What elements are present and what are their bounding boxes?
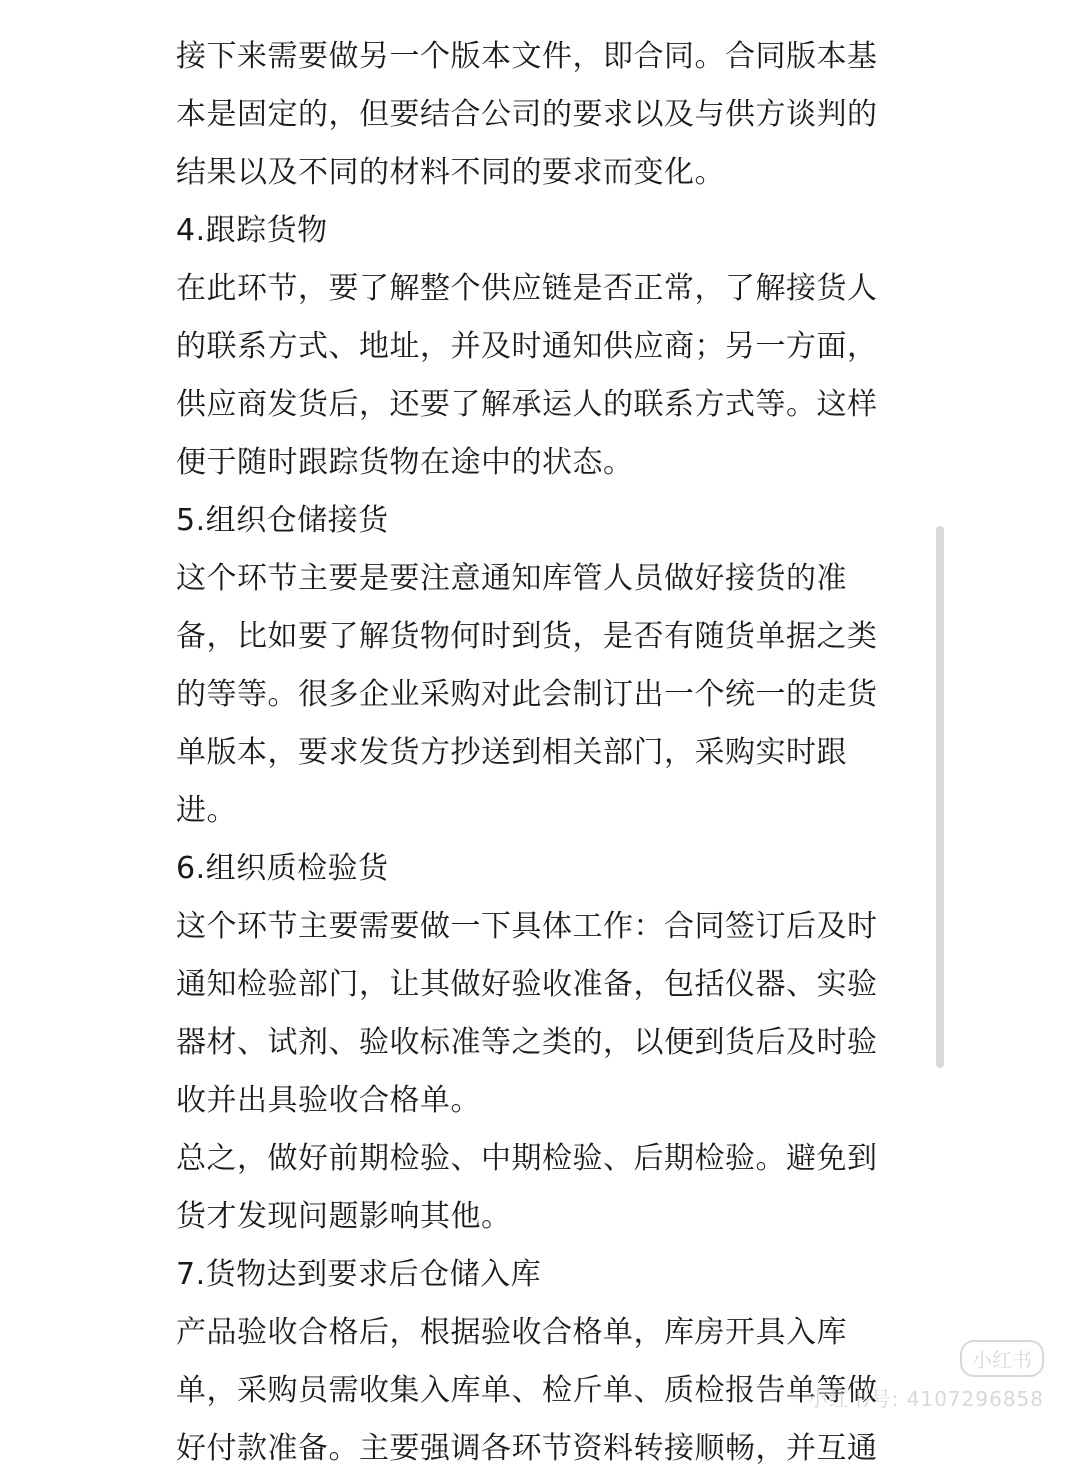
section-heading-4: 4.跟踪货物 (176, 213, 328, 248)
paragraph-line: 供应商发货后，还要了解承运人的联系方式等。这样 (176, 387, 878, 422)
section-heading-5: 5.组织仓储接货 (176, 503, 389, 538)
article-body (176, 28, 906, 1478)
paragraph-line: 进。 (176, 793, 237, 828)
paragraph-line: 好付款准备。主要强调各环节资料转接顺畅，并互通 (176, 1431, 878, 1466)
watermark (808, 1340, 1044, 1412)
paragraph-line: 这个环节主要是要注意通知库管人员做好接货的准 (176, 561, 847, 596)
paragraph-line: 在此环节，要了解整个供应链是否正常，了解接货人 (176, 271, 878, 306)
paragraph-line: 总之，做好前期检验、中期检验、后期检验。避免到 (176, 1141, 878, 1176)
watermark-id: 小红书号: 4107296858 (807, 1387, 1044, 1411)
paragraph-line: 便于随时跟踪货物在途中的状态。 (176, 445, 634, 480)
paragraph-line: 产品验收合格后，根据验收合格单，库房开具入库 (176, 1315, 847, 1350)
paragraph-line: 收并出具验收合格单。 (176, 1083, 481, 1118)
paragraph-line: 本是固定的，但要结合公司的要求以及与供方谈判的 (176, 97, 878, 132)
paragraph-line: 的等等。很多企业采购对此会制订出一个统一的走货 (176, 677, 878, 712)
paragraph-line: 单，采购员需收集入库单、检斤单、质检报告单等做 (176, 1373, 878, 1408)
paragraph-line: 货才发现问题影响其他。 (176, 1199, 512, 1234)
watermark-logo: 小红书 (960, 1340, 1044, 1377)
paragraph-line: 的联系方式、地址，并及时通知供应商；另一方面， (176, 329, 878, 364)
paragraph-line: 接下来需要做另一个版本文件，即合同。合同版本基 (176, 39, 878, 74)
paragraph-line: 结果以及不同的材料不同的要求而变化。 (176, 155, 725, 190)
paragraph-line: 这个环节主要需要做一下具体工作：合同签订后及时 (176, 909, 878, 944)
section-heading-6: 6.组织质检验货 (176, 851, 389, 886)
section-heading-7: 7.货物达到要求后仓储入库 (176, 1257, 542, 1292)
paragraph-line: 单版本，要求发货方抄送到相关部门，采购实时跟 (176, 735, 847, 770)
paragraph-line: 器材、试剂、验收标准等之类的，以便到货后及时验 (176, 1025, 878, 1060)
vertical-scrollbar[interactable] (936, 526, 944, 1068)
paragraph-line: 通知检验部门，让其做好验收准备，包括仪器、实验 (176, 967, 878, 1002)
paragraph-line: 备，比如要了解货物何时到货，是否有随货单据之类 (176, 619, 878, 654)
